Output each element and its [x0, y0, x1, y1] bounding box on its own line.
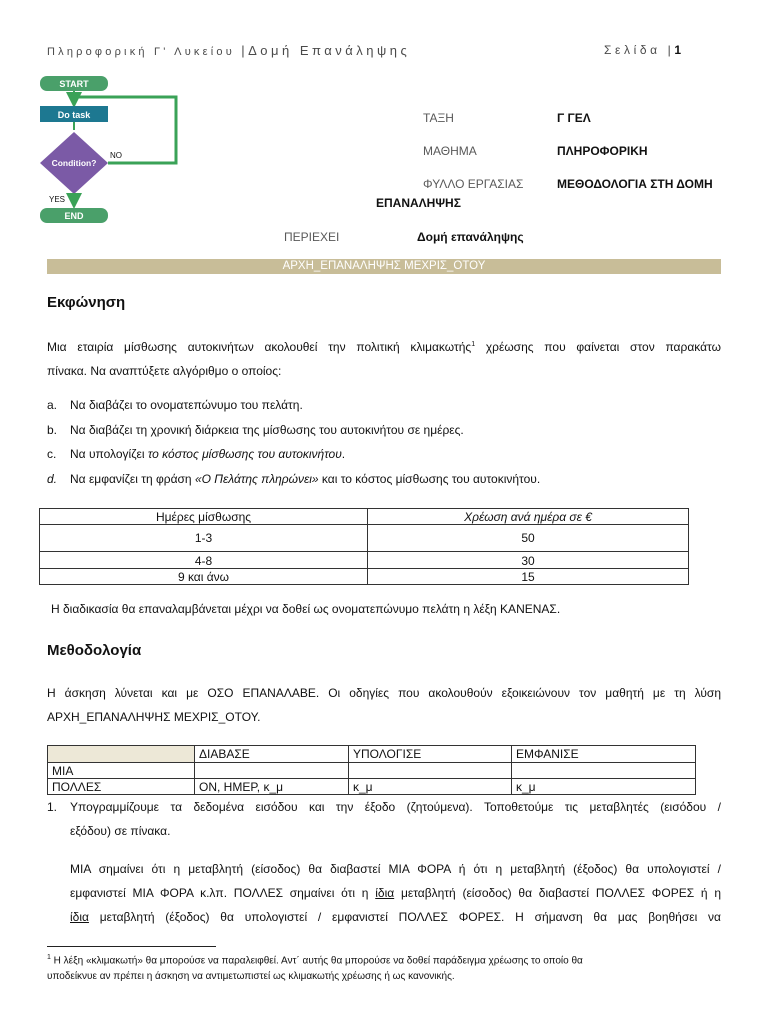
- table-header: ΔΙΑΒΑΣΕ: [195, 746, 349, 763]
- table-cell: 9 και άνω: [40, 569, 368, 585]
- list-marker: d.: [47, 472, 58, 486]
- table-cell: κ_μ: [349, 779, 512, 795]
- table-cell: 50: [368, 525, 689, 552]
- method-line2: ΑΡΧΗ_ΕΠΑΝΑΛΗΨΗΣ ΜΕΧΡΙΣ_ΟΤΟΥ.: [47, 710, 261, 724]
- section-title-methodology: Μεθοδολογία: [47, 642, 142, 659]
- page-number-block: [604, 43, 681, 57]
- table-header: [48, 746, 195, 763]
- footnote-marker: 1: [47, 954, 51, 961]
- page-label: Σελίδα |: [604, 43, 675, 57]
- table-cell: ΟΝ, ΗΜΕΡ, κ_μ: [195, 779, 349, 795]
- worksheet-value-cont: ΕΠΑΝΑΛΗΨΗΣ: [376, 196, 461, 210]
- header-separator: |: [241, 43, 249, 58]
- table-row: [40, 525, 689, 552]
- list-text-a: Να εμφανίζει τη φράση: [70, 472, 195, 486]
- table-row: [40, 552, 689, 569]
- table-cell: ΜΙΑ: [48, 763, 195, 779]
- footnote-line2: υποδείκνυε αν πρέπει η άσκηση να αντιμετωπιστεί ως κλιμακωτής χρέωσης ή ως κανονικής.: [47, 971, 455, 983]
- table-header: ΕΜΦΑΝΙΣΕ: [512, 746, 696, 763]
- header-subject: Πληροφορική Γ' Λυκείου: [47, 46, 235, 58]
- yes-label: YES: [49, 195, 66, 204]
- list-text: [70, 472, 540, 486]
- explanation-paragraph: [70, 857, 721, 929]
- table-cell: κ_μ: [512, 779, 696, 795]
- table-cell: 1-3: [40, 525, 368, 552]
- table-header: Χρέωση ανά ημέρα σε €: [368, 509, 689, 525]
- class-value: Γ ΓΕΛ: [557, 111, 591, 125]
- list-text-c: και το κόστος μίσθωσης του αυτοκινήτου.: [318, 472, 541, 486]
- repeat-note: Η διαδικασία θα επαναλαμβάνεται μέχρι να δοθεί ως ονοματεπώνυμο πελάτη η λέξη ΚΑΝΕΝΑΣ.: [51, 602, 561, 616]
- intro-line2: πίνακα. Να αναπτύξετε αλγόριθμο ο οποίος:: [47, 364, 282, 378]
- section-title-statement: Εκφώνηση: [47, 294, 126, 311]
- table-cell: [512, 763, 696, 779]
- table-cell: [349, 763, 512, 779]
- task-label: Do task: [57, 110, 91, 120]
- expl-line1: ΜΙΑ σημαίνει ότι η μεταβλητή (είσοδος) θα διαβαστεί ΜΙΑ ΦΟΡΑ ή ότι η μεταβλητή (έξοδος) θα υπολογιστεί /: [70, 862, 721, 876]
- list-marker: c.: [47, 447, 57, 461]
- list-item: [47, 423, 727, 439]
- table-cell: 4-8: [40, 552, 368, 569]
- expl-line3-b: μεταβλητή (έξοδος) θα υπολογιστεί / εμφανιστεί ΠΟΛΛΕΣ ΦΟΡΕΣ. Η σήμανση θα μας βοηθήσει να: [88, 910, 721, 924]
- table-cell: ΠΟΛΛΕΣ: [48, 779, 195, 795]
- step-line2: εξόδου) σε πίνακα.: [70, 824, 171, 838]
- methodology-intro: [47, 681, 721, 729]
- step-line1: Υπογραμμίζουμε τα δεδομένα εισόδου και την έξοδο (ζητούμενα). Τοποθετούμε τις μεταβλητές (εισόδου /: [70, 800, 721, 814]
- pricing-table: [39, 508, 689, 585]
- statement-intro: [47, 333, 721, 383]
- condition-label: Condition?: [51, 158, 97, 168]
- list-text: Να διαβάζει το ονοματεπώνυμο του πελάτη.: [70, 398, 303, 412]
- end-label: END: [64, 211, 84, 221]
- worksheet-label: ΦΥΛΛΟ ΕΡΓΑΣΙΑΣ: [423, 177, 524, 191]
- table-row: [40, 569, 689, 585]
- variables-table: [47, 745, 696, 795]
- list-text: [70, 447, 345, 461]
- list-marker: a.: [47, 398, 58, 412]
- expl-underlined: ίδια: [375, 886, 395, 900]
- list-text: Να διαβάζει τη χρονική διάρκεια της μίσθωσης του αυτοκινήτου σε ημέρες.: [70, 423, 464, 437]
- header-topic: Δομή Επανάληψης: [248, 43, 411, 58]
- footnote-ref: 1: [471, 341, 476, 348]
- course-value: ΠΛΗΡΟΦΟΡΙΚΗ: [557, 144, 648, 158]
- table-header: ΥΠΟΛΟΓΙΣΕ: [349, 746, 512, 763]
- running-header: [47, 43, 410, 58]
- list-text-c: .: [341, 447, 346, 461]
- expl-line2-a: εμφανιστεί ΜΙΑ ΦΟΡΑ κ.λπ. ΠΟΛΛΕΣ σημαίνει ότι η: [70, 886, 376, 900]
- table-header-row: [40, 509, 689, 525]
- list-text-a: Να υπολογίζει: [70, 447, 148, 461]
- intro-text-b: χρέωσης που φαίνεται στον παρακάτω: [475, 340, 721, 354]
- footnote: [47, 950, 727, 985]
- table-row: [48, 763, 696, 779]
- expl-underlined: ίδια: [70, 910, 89, 924]
- list-marker: b.: [47, 423, 58, 437]
- method-line1: Η άσκηση λύνεται και με ΟΣΟ ΕΠΑΝΑΛΑΒΕ. Οι οδηγίες που ακολουθούν εξοικειώνουν τον μαθητή με τη λύση: [47, 686, 721, 700]
- table-cell: 30: [368, 552, 689, 569]
- contains-label: ΠΕΡΙΕΧΕΙ: [284, 230, 340, 244]
- footnote-line1: Η λέξη «κλιμακωτή» θα μπορούσε να παραλειφθεί. Αντ΄ αυτής θα μπορούσε να δοθεί παράδειγμα χρέωσης το οποίο θα: [50, 955, 583, 967]
- topic-band: ΑΡΧΗ_ΕΠΑΝΑΛΗΨΗΣ ΜΕΧΡΙΣ_ΟΤΟΥ: [47, 259, 721, 274]
- start-label: START: [59, 79, 89, 89]
- course-label: ΜΑΘΗΜΑ: [423, 144, 477, 158]
- list-item: [47, 472, 727, 488]
- footnote-divider: [47, 946, 216, 947]
- expl-line2: [70, 881, 721, 905]
- expl-line3: [70, 905, 721, 929]
- step-1: [47, 795, 721, 843]
- contains-value: Δομή επανάληψης: [417, 230, 524, 244]
- flowchart-diagram: [38, 74, 188, 226]
- table-cell: 15: [368, 569, 689, 585]
- no-label: NO: [110, 151, 122, 160]
- list-text-italic: το κόστος μίσθωσης του αυτοκινήτου: [147, 447, 342, 461]
- table-row: [48, 779, 696, 795]
- table-header: Ημέρες μίσθωσης: [40, 509, 368, 525]
- page-number: 1: [674, 43, 681, 57]
- list-text-italic: «Ο Πελάτης πληρώνει»: [194, 472, 319, 486]
- expl-line2-b: μεταβλητή (είσοδος) θα διαβαστεί ΠΟΛΛΕΣ ΦΟΡΕΣ ή η: [394, 886, 721, 900]
- table-header-row: [48, 746, 696, 763]
- worksheet-value: ΜΕΘΟΔΟΛΟΓΙΑ ΣΤΗ ΔΟΜΗ: [557, 177, 713, 191]
- list-item: [47, 447, 727, 463]
- list-item: [47, 398, 727, 414]
- step-marker: 1.: [47, 800, 58, 814]
- table-cell: [195, 763, 349, 779]
- intro-text-a: Μια εταιρία μίσθωσης αυτοκινήτων ακολουθεί την πολιτική κλιμακωτής: [47, 340, 472, 354]
- class-label: ΤΑΞΗ: [423, 111, 454, 125]
